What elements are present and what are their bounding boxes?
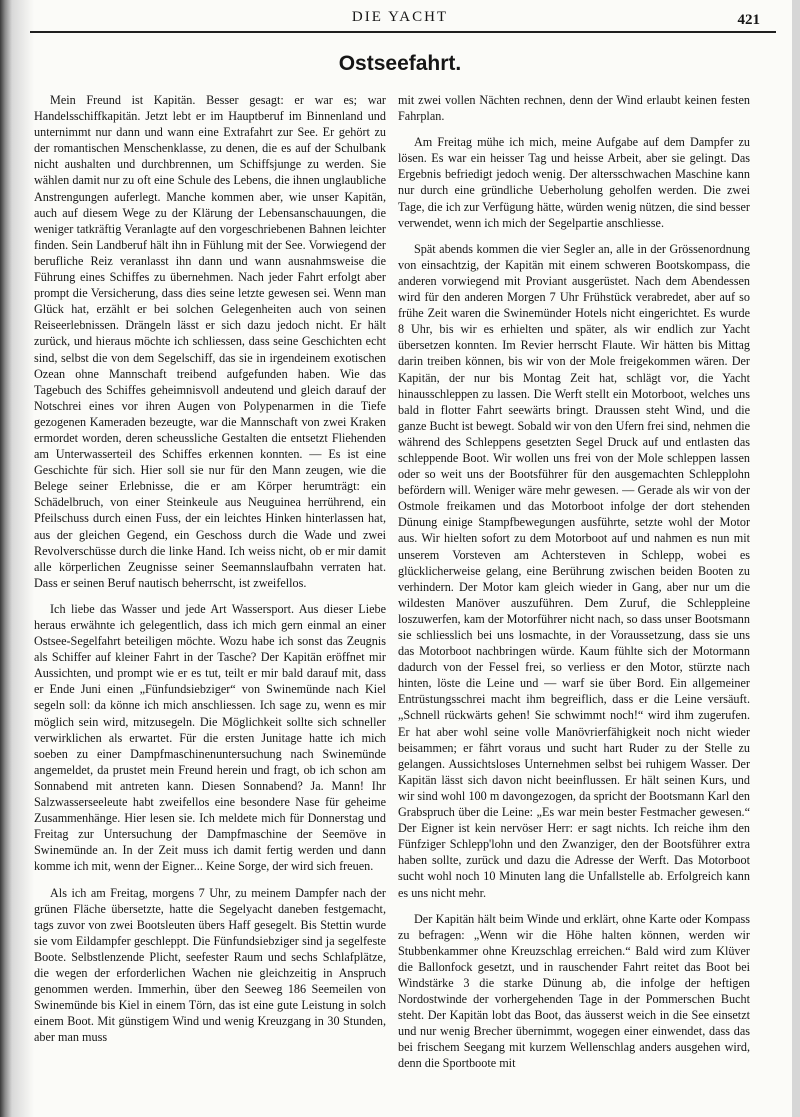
- left-column: [34, 92, 386, 1055]
- scan-shadow-left: [0, 0, 34, 1117]
- page-number: 421: [737, 12, 760, 28]
- paragraph-continuation: mit zwei vollen Nächten rechnen, denn der Wind erlaubt keinen festen Fahrplan.: [398, 93, 750, 124]
- paragraph: Als ich am Freitag, morgens 7 Uhr, zu meinem Dampfer nach der grünen Fläche übersetzte, hatte die Segelyacht daneben festgemacht, tags zuvor von zwei Bootsleuten übers Haff gesegelt. Bis Stettin wurde sie vom Eildampfer geschleppt. Die Fünfundsiebziger sind ja segelfeste Boote. Selbstlenzende Plicht, seefester Raum und sechs Schlafplätze, die wegen der erforderlichen Wachen nie gleichzeitig in Anspruch genommen werden. Immerhin, über den Seeweg 186 Seemeilen von Swinemünde bis Kiel in einem Törn, das ist eine gute Leistung in solch einem Boot. Mit günstigem Wind und wenig Kreuzgang in 30 Stunden, aber man muss: [34, 885, 386, 1045]
- right-column: [398, 92, 750, 1082]
- header-rule: [30, 31, 776, 33]
- scan-shadow-right: [792, 0, 800, 1117]
- paragraph: Der Kapitän hält beim Winde und erklärt, ohne Karte oder Kompass zu befragen: „Wenn wir die Höhe halten können, werden wir Stubbenkammer ohne Kreuzschlag erreichen.“ Bald wird zum Klüver die Ballonfock gesetzt, und in rauschender Fahrt reitet das Boot bei Windstärke 3 die starke Dünung ab, die infolge der heftigen Nordostwinde der vorhergehenden Tage in der Pommerschen Bucht steht. Der Kapitän lobt das Boot, das äusserst weich in die See einsetzt und nur wenig Brecher übernimmt, wogegen einer einwendet, dass das bei frischem Seegang mit kurzem Wellenschlag anders ausgehen wird, denn die Sportboote mit: [398, 911, 750, 1071]
- running-title: DIE YACHT: [351, 9, 449, 25]
- paragraph: Mein Freund ist Kapitän. Besser gesagt: er war es; war Handelsschiffkapitän. Jetzt lebt er im Hauptberuf im Binnenland und unternimmt nur dann und wann eine Extrafahrt zur See. Er gehört zu der romantischen Menschenklasse, zu denen, die es auf der Schulbank nicht aushalten und durchbrennen, um Schiffsjunge zu werden. Sie wählen damit nur zu oft eine Schule des Lebens, die ihnen unglaubliche Anstrengungen auferlegt. Manche kommen aber, wie unser Kapitän, auch auf diesem Wege zu der Klärung der Lebensanschauungen, die weniger tatkräftig Veranlagte auf den vorgeschriebenen Bahnen leichter finden. Sein Landberuf hält ihn in Fühlung mit der See. Vorwiegend der berufliche Reiz veranlasst ihn dann und wann ausnahmsweise die Führung eines Schiffes zu übernehmen. Nach jeder Fahrt erfolgt aber prompt die Versicherung, dass dies seine letzte gewesen sei. Wenn man Glück hat, erzählt er bei solchen Gelegenheiten auch von seinen Reiseerlebnissen. Drängeln lässt er sich dazu jedoch nicht. Er hält zurück, und hieraus möchte ich schliessen, dass seine Geschichten echt sind, selbst die von dem Segelschiff, das sie in irgendeinem exotischen Ozean ohne Mannschaft treibend aufgefunden haben. Wie das Tagebuch des Schiffes geheimnisvoll andeutend und gleich darauf der Notschrei eines vor ihren Augen von Polypenarmen in die Tiefe gezogenen Kameraden bezeugte, war die Mannschaft von zwei Kraken ermordet worden, deren scheussliche Gestalten die entsetzt Fliehenden am Unterwasserteil des Schiffes erkennen konnten. — Es ist eine Geschichte für sich. Hier soll sie nur für den Mann zeugen, wie die Belege seiner Erlebnisse, die er am Körper herumträgt: ein Schädelbruch, von einer Steinkeule aus Neuguinea herrührend, ein Pfeilschuss durch einen Fuss, der ein leichtes Hinken hinterlassen hat, aus der gleichen Gegend, ein Geschoss durch die Wade und zwei Revolverschüsse durch die linke Hand. Ich weiss nicht, ob er mir damit alle körperlichen Zeugnisse seiner Seemannslaufbahn verraten hat. Dass er seinen Beruf nautisch beherrscht, ist zweifellos.: [34, 93, 386, 590]
- paragraph: Ich liebe das Wasser und jede Art Wassersport. Aus dieser Liebe heraus erwähnte ich gelegentlich, dass ich mich gern einmal an einer Ostsee-Segelfahrt beteiligen möchte. Wozu habe ich sonst das Zeugnis als Schiffer auf kleiner Fahrt in der Tasche? Der Kapitän eröffnet mir Aussichten, und prompt wie er es tut, teilt er mir bald darauf mit, dass er Ende Juni einen „Fünfundsiebziger“ von Swinemünde nach Kiel segeln soll: da könne ich mich anschliessen. Ich sage zu, wenn es mir möglich sein wird, mitzusegeln. Die Möglichkeit sollte sich schneller verwirklichen als erwartet. Für die ersten Junitage hatte ich mich soeben zu einer Dampfmaschinenuntersuchung nach Swinemünde angemeldet, da prustet mein Freund herein und fragt, ob ich schon am Sonnabend mit antreten kann. Diesen Sonnabend? Ja. Mann! Ihr Salzwasserseeleute habt zweifellos eine besondere Nase für geheime Zusammenhänge. Hier lesen sie. Ich meldete mich für Donnerstag und Freitag zur Untersuchung der Dampfmaschine der Seemöve in Swinemünde an. In der Zeit muss ich damit fertig werden und dann komme ich mit, wenn der Eigner... Keine Sorge, der wird sich freuen.: [34, 601, 386, 874]
- article-title: Ostseefahrt.: [338, 52, 462, 75]
- paragraph: Spät abends kommen die vier Segler an, alle in der Grössenordnung von einsachtzig, der Kapitän mit einem schweren Bootskompass, die anderen vorwiegend mit Proviant ausgerüstet. Nach dem Abendessen wird für den anderen Morgen 7 Uhr Frühstück verabredet, aber auf so frühe Zeit waren die Swinemünder Hotels nicht eingerichtet. Es wurde 8 Uhr, bis wir es erhielten und später, als wir endlich zur Yacht übersetzen konnten. Im Revier herrscht Flaute. Wir hätten bis Mittag darin treiben können, bis wir von der Mole freigekommen wären. Der Kapitän, der nur bis Montag Zeit hat, schlägt vor, die Yacht hinausschleppen zu lassen. Die Werft stellt ein Motorboot, welches uns bald in flotter Fahrt seewärts bringt. Draussen steht Wind, und die ganze Bucht ist bewegt. Sobald wir von den Ufern frei sind, nehmen die während des Schleppens gesetzten Segel Druck auf und entlasten das schleppende Boot. Wir wollen uns frei von der Mole schleppen lassen oder so weit uns der Bootsführer für den ausgemachten Schlepplohn befördern will. Weniger wäre mehr gewesen. — Gerade als wir von der Ostmole freikamen und das Motorboot infolge der dort stehenden Dünung einige Stampfbewegungen ausführte, setzte wohl der Motor aus. Wir hielten sofort zu dem Motorboot auf und nahmen es nun mit unserem Vorsteven am Achtersteven in Schlepp, wobei es glücklicherweise gelang, eine Berührung zwischen beiden Booten zu verhindern. Der Motor kam gleich wieder in Gang, aber nur um die wildesten Manöver auszuführen. Dem Zuruf, die Schleppleine loszuwerfen, kam der Motorführer nicht nach, so dass unser Bootsmann sie schliesslich bei uns losmachte, in der Voraussetzung, dass sie uns das Motorboot nachbringen würde. Kaum fühlte sich der Motormann dadurch von der Fessel frei, so verliess er den Motor, stürzte nach hinten, löste die Leine und — warf sie über Bord. Ein allgemeiner Entrüstungsschrei macht ihm begreiflich, dass er die Leine versäuft. „Schnell rückwärts gehen! Sie schwimmt noch!“ wird ihm zugerufen. Er hat aber wohl seine volle Manövrierfähigkeit noch nicht wieder beisammen; er fährt voraus und sucht hart Ruder zu der Stelle zu gelangen. Aussichtsloses Unternehmen selbst bei ruhigem Wasser. Der Kapitän lässt sich davon nicht beeinflussen. Er hält seinen Kurs, und wir sind wohl 100 m davongezogen, da spricht der Bootsmann Karl den Grabspruch über die Leine: „Es war mein bester Festmacher gewesen.“ Der Eigner ist kein nervöser Herr: er sagt nichts. Ich reiche ihm den Fünfziger Schlepp'lohn und den Zwanziger, den der Bootsführer extra haben sollte, zurück und dazu die Adresse der Werft. Das Motorboot sucht wohl noch 10 Minuten lang die Unfallstelle ab. Erfolgreich kann es uns nicht mehr.: [398, 241, 750, 900]
- paragraph: Am Freitag mühe ich mich, meine Aufgabe auf dem Dampfer zu lösen. Es war ein heisser Tag und heisse Arbeit, aber sie gelingt. Das Ergebnis befriedigt jedoch wenig. Der altersschwachen Maschine kann nur durch eine gründliche Ueberholung geholfen werden. Die zwei Tage, die ich zur Verfügung hätte, würden wenig nützen, die sind besser verwendet, wenn ich mich der Segelpartie anschliesse.: [398, 135, 750, 230]
